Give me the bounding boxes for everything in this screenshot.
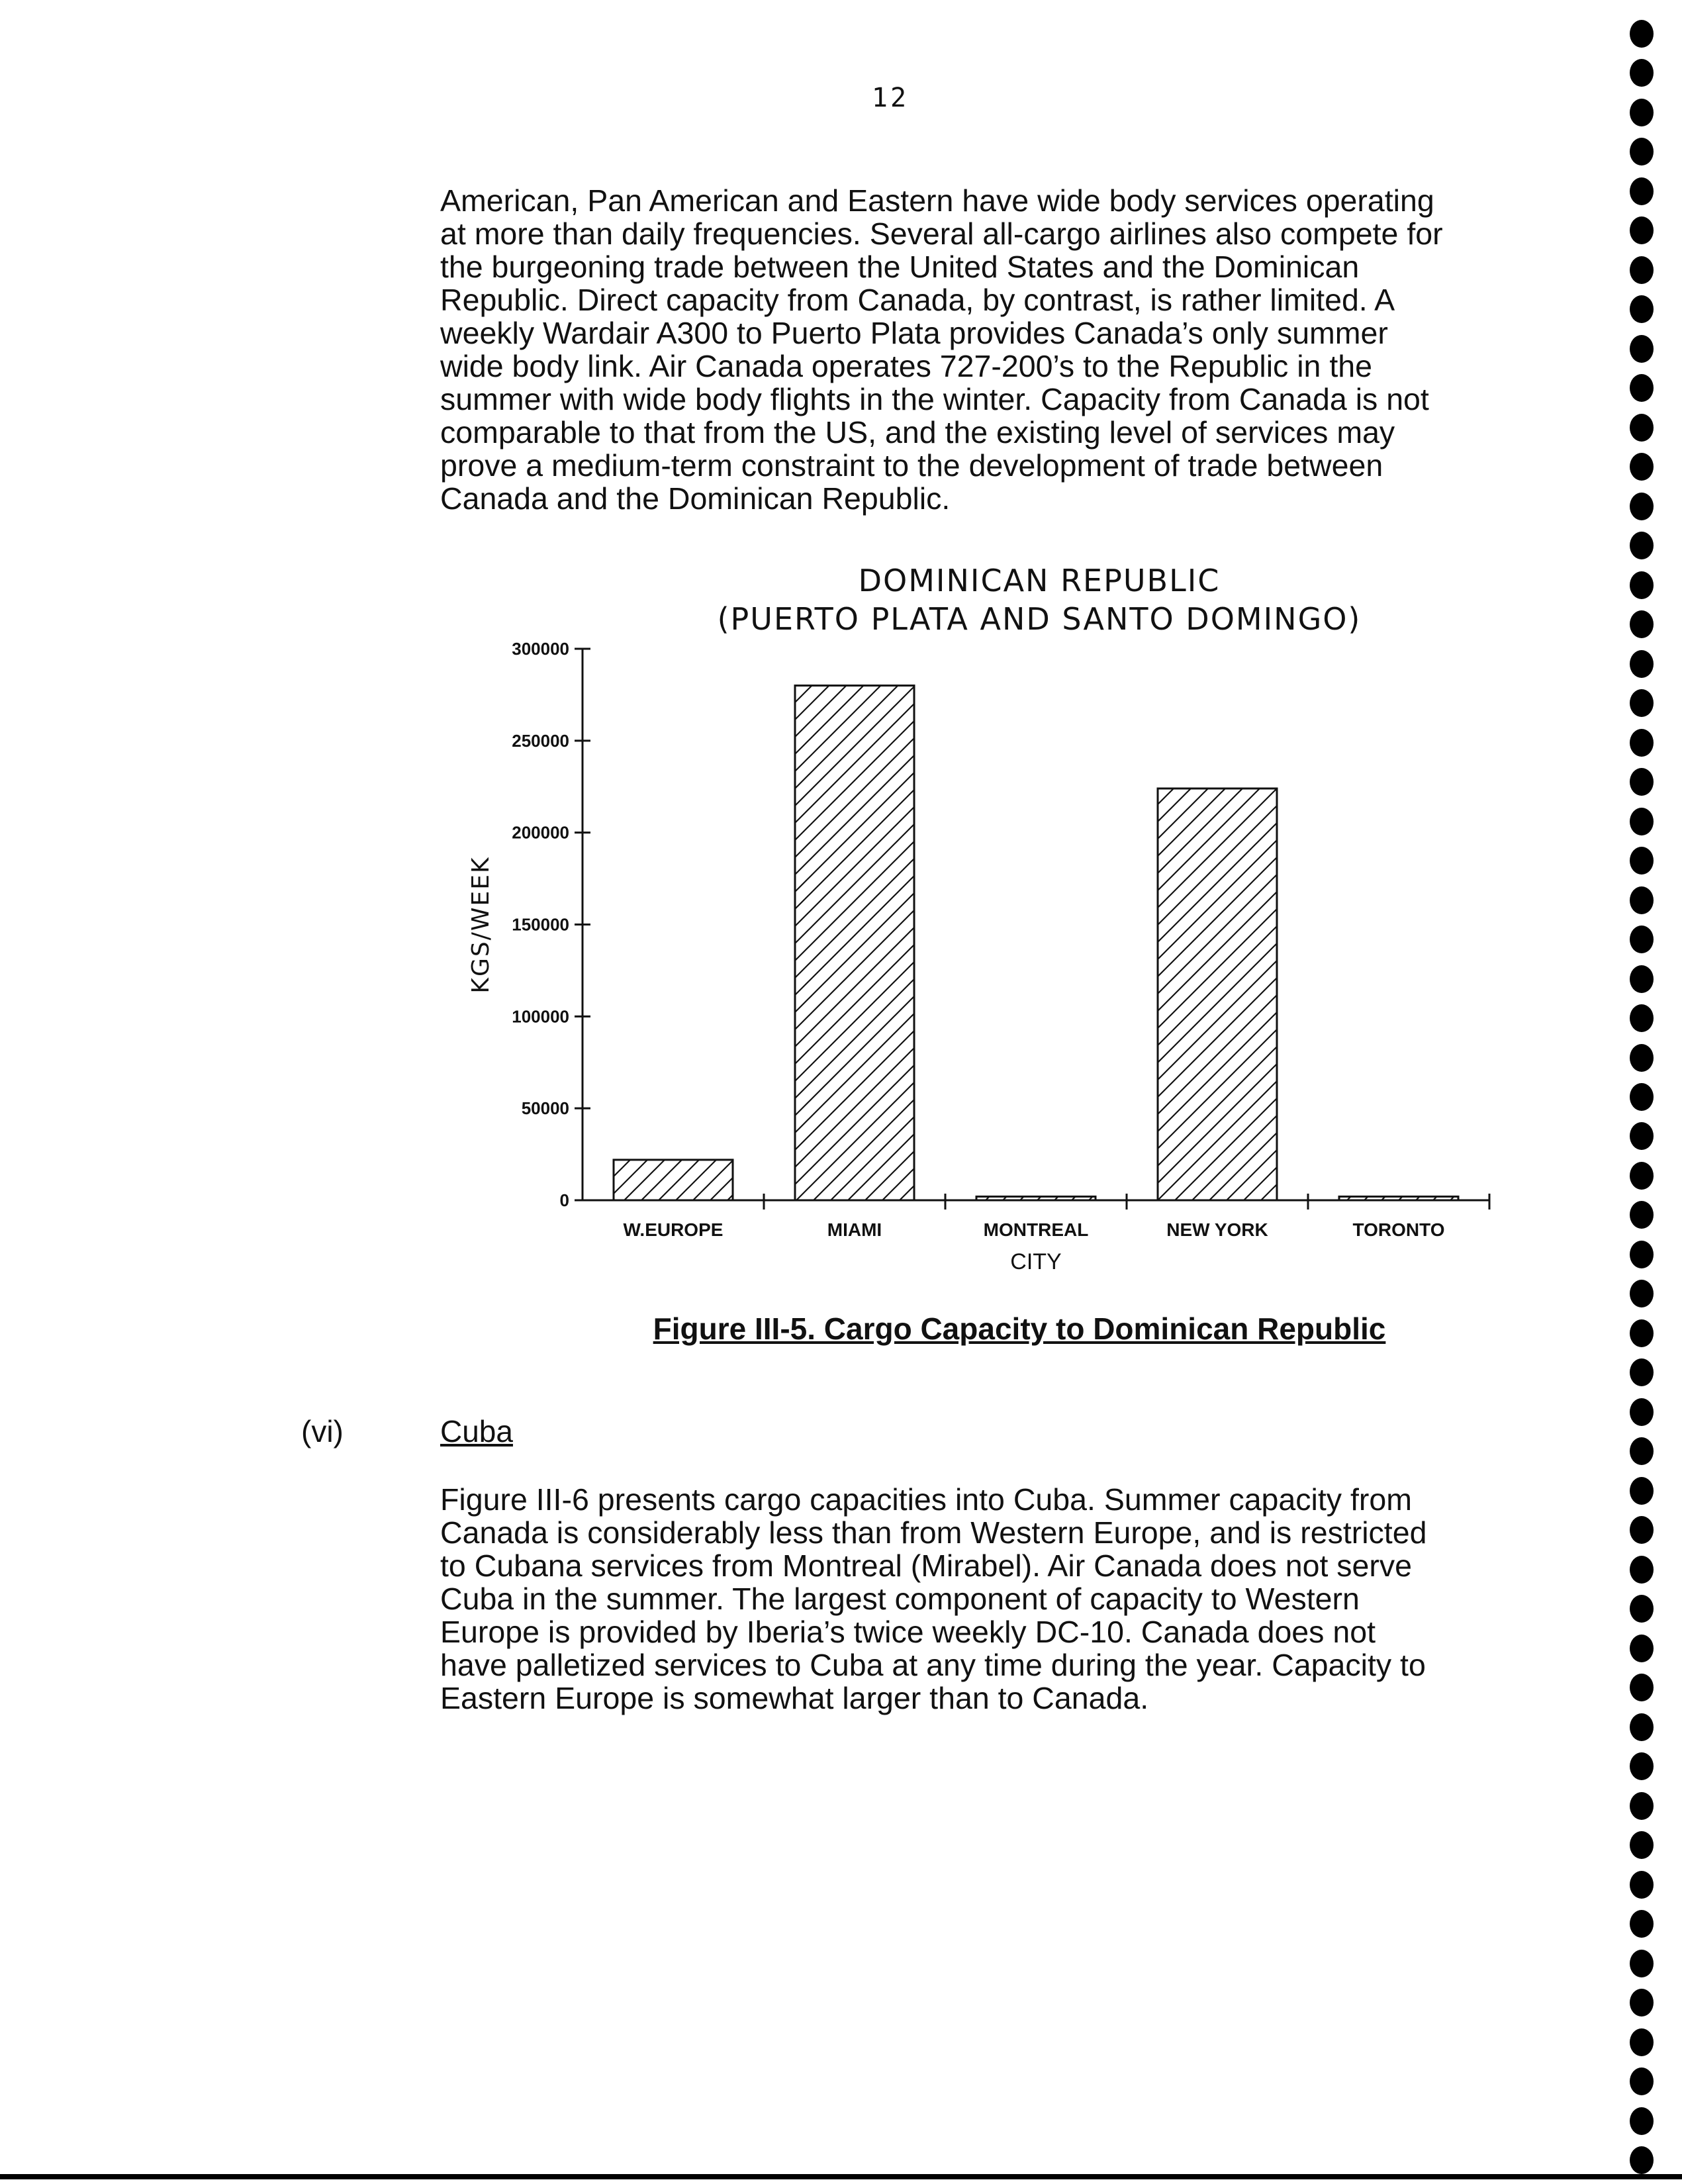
binding-hole	[1630, 1004, 1654, 1032]
binding-hole	[1630, 1201, 1654, 1229]
binding-hole	[1630, 1950, 1654, 1977]
binding-hole	[1630, 1044, 1654, 1072]
binding-hole	[1630, 1752, 1654, 1780]
binding-hole	[1630, 1122, 1654, 1150]
binding-hole	[1630, 414, 1654, 442]
binding-hole	[1630, 1792, 1654, 1820]
y-tick-label: 300000	[512, 639, 569, 659]
bar	[1158, 788, 1277, 1200]
bottom-border	[0, 2174, 1682, 2179]
paragraph-line: the burgeoning trade between the United States and the Dominican	[440, 250, 1360, 284]
paragraph-line: have palletized services to Cuba at any time during the year. Capacity to	[440, 1648, 1426, 1682]
binding-hole	[1630, 59, 1654, 87]
binding-hole	[1630, 1871, 1654, 1899]
binding-hole	[1630, 493, 1654, 520]
paragraph-line: at more than daily frequencies. Several all-cargo airlines also compete for	[440, 216, 1443, 251]
binding-hole	[1630, 1358, 1654, 1386]
paragraph-line: summer with wide body flights in the winter. Capacity from Canada is not	[440, 382, 1429, 416]
bar	[1339, 1196, 1458, 1200]
paragraph-line: wide body link. Air Canada operates 727-200’s to the Republic in the	[440, 349, 1372, 383]
binding-hole	[1630, 2028, 1654, 2056]
y-tick-label: 100000	[512, 1006, 569, 1027]
binding-hole	[1630, 650, 1654, 678]
binding-hole	[1630, 2146, 1654, 2174]
bar	[976, 1196, 1096, 1200]
binding-hole	[1630, 20, 1654, 48]
binding-holes	[1630, 20, 1656, 2171]
page-number: 12	[871, 83, 910, 113]
section-title: Cuba	[440, 1414, 513, 1448]
paragraph-line: weekly Wardair A300 to Puerto Plata provides Canada’s only summer	[440, 316, 1388, 350]
binding-hole	[1630, 926, 1654, 953]
paragraph-line: American, Pan American and Eastern have wide body services operating	[440, 183, 1434, 218]
binding-hole	[1630, 1083, 1654, 1111]
binding-hole	[1630, 1635, 1654, 1662]
binding-hole	[1630, 1280, 1654, 1307]
binding-hole	[1630, 847, 1654, 875]
chart-subtitle: (PUERTO PLATA AND SANTO DOMINGO)	[717, 601, 1362, 637]
binding-hole	[1630, 2067, 1654, 2095]
binding-hole	[1630, 1516, 1654, 1544]
binding-hole	[1630, 1556, 1654, 1584]
binding-hole	[1630, 256, 1654, 284]
binding-hole	[1630, 1319, 1654, 1347]
chart-title: DOMINICAN REPUBLIC	[858, 563, 1221, 598]
paragraph-line: to Cubana services from Montreal (Mirabel). Air Canada does not serve	[440, 1548, 1412, 1583]
paragraph-line: Figure III-6 presents cargo capacities into Cuba. Summer capacity from	[440, 1482, 1412, 1517]
y-tick-label: 150000	[512, 914, 569, 935]
binding-hole	[1630, 729, 1654, 757]
binding-hole	[1630, 1989, 1654, 2017]
binding-hole	[1630, 808, 1654, 835]
bar	[795, 686, 914, 1200]
y-tick-label: 250000	[512, 730, 569, 751]
paragraph-line: Republic. Direct capacity from Canada, by contrast, is rather limited. A	[440, 283, 1395, 317]
binding-hole	[1630, 532, 1654, 559]
binding-hole	[1630, 2107, 1654, 2135]
paragraph-line: Canada and the Dominican Republic.	[440, 481, 951, 516]
binding-hole	[1630, 886, 1654, 914]
bar	[614, 1160, 733, 1200]
binding-hole	[1630, 768, 1654, 796]
binding-hole	[1630, 1831, 1654, 1859]
x-tick-label: CITY	[1010, 1249, 1062, 1274]
x-tick-label: TORONTO	[1352, 1219, 1445, 1240]
binding-hole	[1630, 138, 1654, 166]
paragraph-line: Eastern Europe is somewhat larger than to Canada.	[440, 1681, 1149, 1715]
binding-hole	[1630, 295, 1654, 323]
x-tick-label: MIAMI	[827, 1219, 882, 1240]
binding-hole	[1630, 1162, 1654, 1190]
binding-hole	[1630, 610, 1654, 638]
binding-hole	[1630, 1398, 1654, 1426]
y-tick-label: 200000	[512, 822, 569, 843]
binding-hole	[1630, 571, 1654, 599]
binding-hole	[1630, 1713, 1654, 1741]
binding-hole	[1630, 335, 1654, 363]
body-paragraph-2	[440, 1483, 1519, 1715]
binding-hole	[1630, 1241, 1654, 1268]
section-number: (vi)	[301, 1414, 344, 1448]
figure-caption: Figure III-5. Cargo Capacity to Dominican Republic	[653, 1311, 1386, 1346]
paragraph-line: Cuba in the summer. The largest component of capacity to Western	[440, 1582, 1360, 1616]
paragraph-line: prove a medium-term constraint to the development of trade between	[440, 448, 1383, 483]
x-tick-label: MONTREAL	[983, 1219, 1089, 1240]
binding-hole	[1630, 216, 1654, 244]
binding-hole	[1630, 1437, 1654, 1465]
paragraph-line: comparable to that from the US, and the existing level of services may	[440, 415, 1395, 450]
binding-hole	[1630, 1674, 1654, 1701]
binding-hole	[1630, 374, 1654, 402]
binding-hole	[1630, 1595, 1654, 1623]
binding-hole	[1630, 453, 1654, 481]
binding-hole	[1630, 965, 1654, 993]
paragraph-line: Europe is provided by Iberia’s twice weekly DC-10. Canada does not	[440, 1615, 1376, 1649]
binding-hole	[1630, 1477, 1654, 1505]
y-tick-label: 50000	[521, 1098, 569, 1119]
binding-hole	[1630, 1910, 1654, 1938]
paragraph-line: Canada is considerably less than from Western Europe, and is restricted	[440, 1515, 1427, 1550]
x-tick-label: NEW YORK	[1166, 1219, 1268, 1240]
binding-hole	[1630, 99, 1654, 126]
x-tick-label: W.EUROPE	[623, 1219, 724, 1240]
binding-hole	[1630, 177, 1654, 205]
y-axis-label: KGS/WEEK	[467, 856, 494, 994]
binding-hole	[1630, 689, 1654, 717]
y-tick-label: 0	[559, 1190, 569, 1210]
